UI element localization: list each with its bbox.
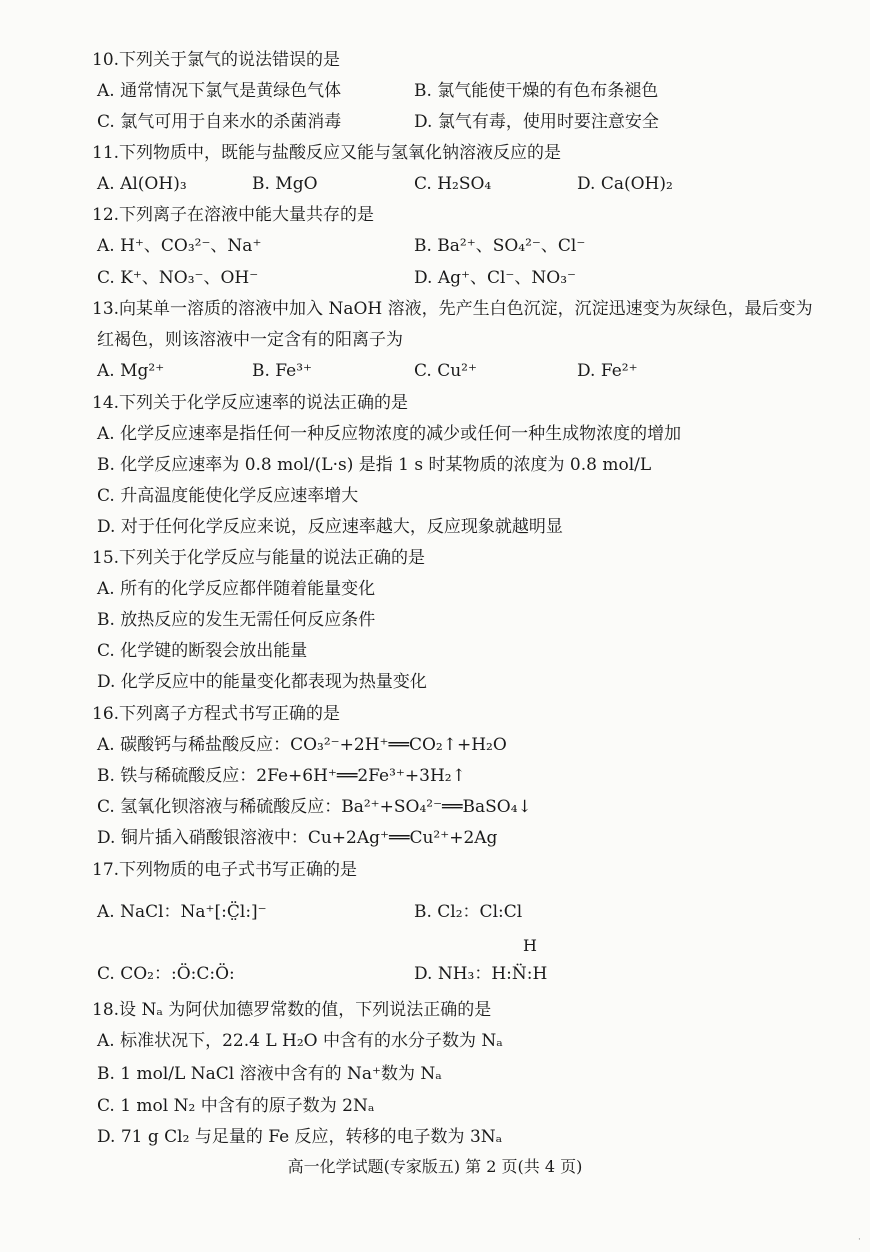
option: A. 所有的化学反应都伴随着能量变化 <box>97 579 376 599</box>
option: D. 铜片插入硝酸银溶液中：Cu+2Ag⁺══Cu²⁺+2Ag <box>97 828 498 848</box>
question-stem: 11.下列物质中，既能与盐酸反应又能与氢氧化钠溶液反应的是 <box>92 143 562 163</box>
option: C. Cu²⁺ <box>414 361 477 381</box>
option: B. 氯气能使干燥的有色布条褪色 <box>414 81 659 101</box>
option: D. 化学反应中的能量变化都表现为热量变化 <box>97 672 427 692</box>
option: D. NH₃：H:N̈:H <box>414 964 548 984</box>
option: B. Cl₂：Cl:Cl <box>414 902 523 922</box>
nh3-top-hydrogen: H <box>523 936 537 955</box>
option: C. 升高温度能使化学反应速率增大 <box>97 486 359 506</box>
question-stem: 17.下列物质的电子式书写正确的是 <box>92 860 358 880</box>
question-stem: 13.向某单一溶质的溶液中加入 NaOH 溶液，先产生白色沉淀，沉淀迅速变为灰绿色，最后变为 <box>92 299 813 319</box>
option: B. 放热反应的发生无需任何反应条件 <box>97 610 376 630</box>
option: A. NaCl：Na⁺[:C̤̈l:]⁻ <box>97 902 267 922</box>
option: D. Ag⁺、Cl⁻、NO₃⁻ <box>414 268 576 288</box>
option: D. Fe²⁺ <box>577 361 638 381</box>
option: B. 铁与稀硫酸反应：2Fe+6H⁺══2Fe³⁺+3H₂↑ <box>97 766 466 786</box>
option: B. Ba²⁺、SO₄²⁻、Cl⁻ <box>414 236 586 256</box>
page-footer: 高一化学试题(专家版五) 第 2 页(共 4 页) <box>287 1157 583 1176</box>
option: A. 通常情况下氯气是黄绿色气体 <box>97 81 342 101</box>
option: D. 氯气有毒，使用时要注意安全 <box>414 112 659 132</box>
option: A. Mg²⁺ <box>97 361 165 381</box>
option: A. 碳酸钙与稀盐酸反应：CO₃²⁻+2H⁺══CO₂↑+H₂O <box>97 735 507 755</box>
question-stem: 12.下列离子在溶液中能大量共存的是 <box>92 205 375 225</box>
question-stem: 10.下列关于氯气的说法错误的是 <box>92 50 341 70</box>
option: C. 1 mol N₂ 中含有的原子数为 2Nₐ <box>97 1096 375 1116</box>
option: C. 氢氧化钡溶液与稀硫酸反应：Ba²⁺+SO₄²⁻══BaSO₄↓ <box>97 797 532 817</box>
question-stem: 15.下列关于化学反应与能量的说法正确的是 <box>92 548 426 568</box>
option: B. 化学反应速率为 0.8 mol/(L·s) 是指 1 s 时某物质的浓度为 0.8 mol/L <box>97 455 652 475</box>
question-stem: 14.下列关于化学反应速率的说法正确的是 <box>92 393 409 413</box>
corner-mark: · <box>858 1235 861 1245</box>
option: C. 氯气可用于自来水的杀菌消毒 <box>97 112 342 132</box>
option: B. MgO <box>252 174 318 194</box>
option: C. CO₂：:Ö:C:Ö: <box>97 964 235 984</box>
option: C. H₂SO₄ <box>414 174 492 194</box>
question-stem: 16.下列离子方程式书写正确的是 <box>92 704 341 724</box>
option: A. 化学反应速率是指任何一种反应物浓度的减少或任何一种生成物浓度的增加 <box>97 424 682 444</box>
option: D. Ca(OH)₂ <box>577 174 673 194</box>
option: A. H⁺、CO₃²⁻、Na⁺ <box>97 236 262 256</box>
option: A. 标准状况下，22.4 L H₂O 中含有的水分子数为 Nₐ <box>97 1031 503 1051</box>
option: B. Fe³⁺ <box>252 361 313 381</box>
question-stem-continued: 红褐色，则该溶液中一定含有的阳离子为 <box>97 330 403 350</box>
option: D. 对于任何化学反应来说，反应速率越大，反应现象就越明显 <box>97 517 563 537</box>
option: C. K⁺、NO₃⁻、OH⁻ <box>97 268 259 288</box>
option: B. 1 mol/L NaCl 溶液中含有的 Na⁺数为 Nₐ <box>97 1064 442 1084</box>
option: D. 71 g Cl₂ 与足量的 Fe 反应，转移的电子数为 3Nₐ <box>97 1127 503 1147</box>
question-stem: 18.设 Nₐ 为阿伏加德罗常数的值，下列说法正确的是 <box>92 1000 492 1020</box>
option: A. Al(OH)₃ <box>97 174 187 194</box>
option: C. 化学键的断裂会放出能量 <box>97 641 308 661</box>
